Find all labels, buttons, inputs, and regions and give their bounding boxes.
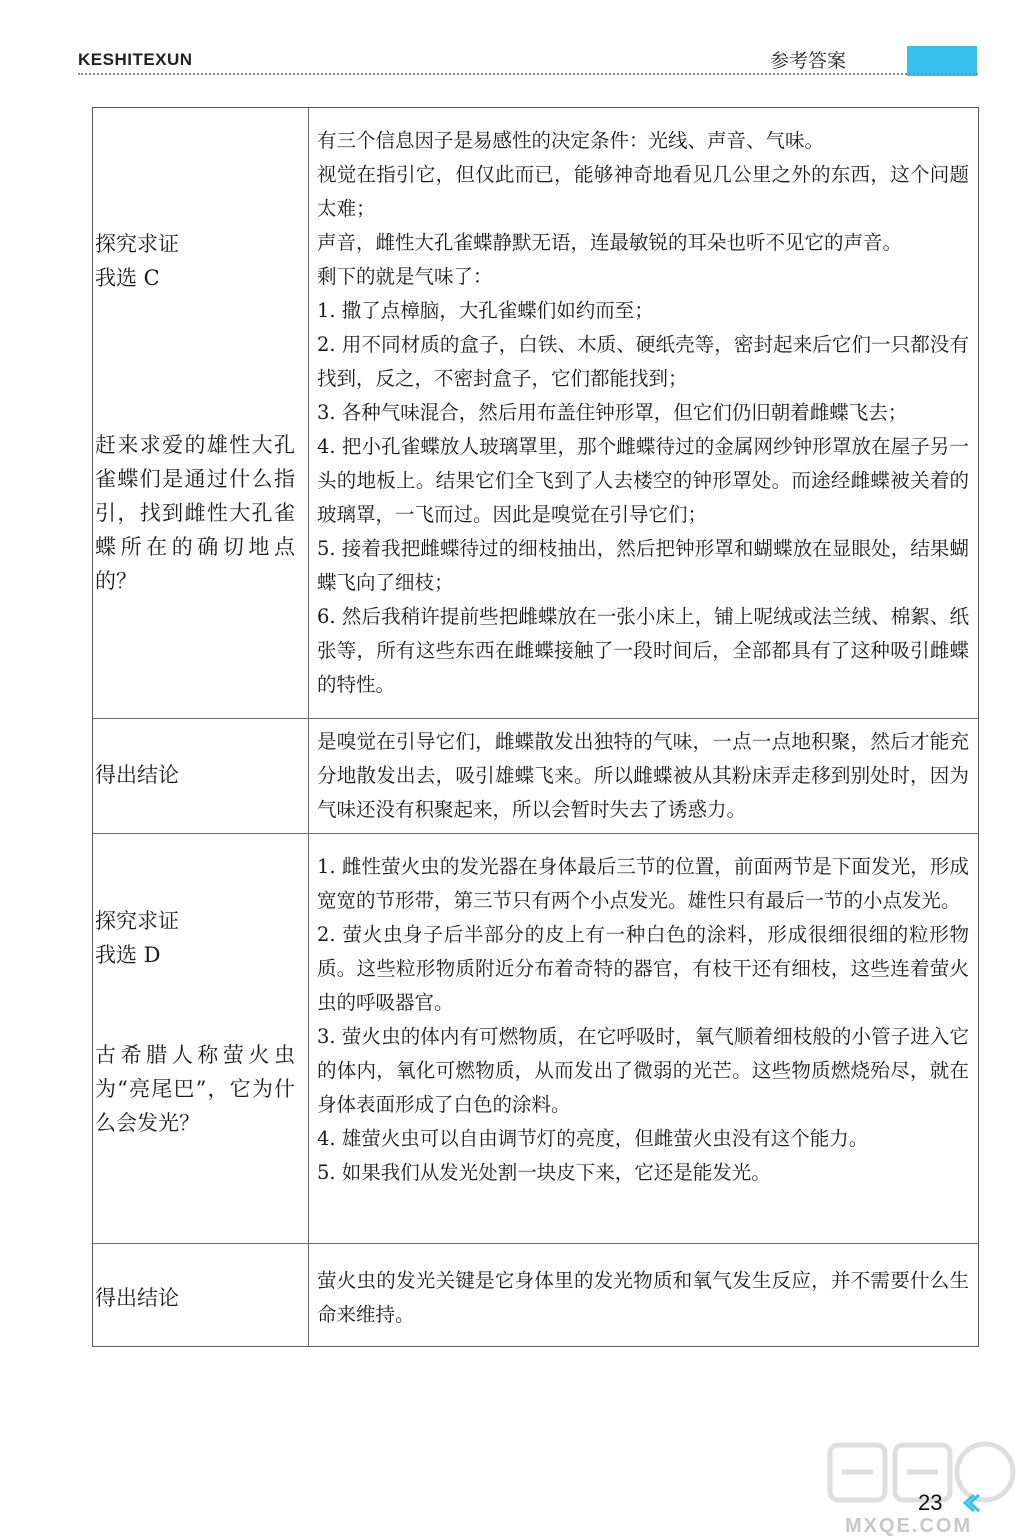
content-paragraph: 有三个信息因子是易感性的决定条件：光线、声音、气味。: [317, 129, 825, 152]
watermark-text: MXQE.COM: [845, 1515, 973, 1537]
content-paragraph: 视觉在指引它，但仅此而已，能够神奇地看见几公里之外的东西，这个问题太难；: [317, 163, 969, 220]
question-text: 古希腊人称萤火虫为“亮尾巴”，它为什么会发光？: [95, 1043, 295, 1135]
page-header: [0, 0, 1027, 80]
content-paragraph: 1. 撒了点樟脑，大孔雀蝶们如约而至；: [317, 299, 654, 322]
column-divider: [308, 719, 309, 834]
answer-section-label: 参考答案: [770, 50, 847, 72]
content-paragraph: 3. 萤火虫的体内有可燃物质，在它呼吸时，氧气顺着细枝般的小管子进入它的体内，氧化可燃物质，从而发出了微弱的光芒。这些物质燃烧殆尽，就在身体表面形成了白色的涂料。: [317, 1025, 969, 1116]
table-row-explore-d: [93, 833, 978, 1244]
header-dotted-rule: [78, 73, 978, 75]
content-paragraph: 5. 接着我把雌蝶待过的细枝抽出，然后把钟形罩和蝴蝶放在显眼处，结果蝴蝶飞向了细枝；: [317, 537, 969, 594]
table-row-explore-c: [93, 108, 978, 718]
question-text: 赶来求爱的雄性大孔雀蝶们是通过什么指引，找到雌性大孔雀蝶所在的确切地点的？: [95, 433, 295, 593]
row-label-line: 得出结论: [95, 763, 179, 787]
row-label-line: 得出结论: [95, 1286, 179, 1310]
row-label: [95, 1281, 295, 1315]
content-paragraph: 2. 用不同材质的盒子，白铁、木质、硬纸壳等，密封起来后它们一只都没有找到，反之，不密封盒子，它们都能找到；: [317, 333, 969, 390]
content-paragraph: 萤火虫的发光关键是它身体里的发光物质和氧气发生反应，并不需要什么生命来维持。: [317, 1269, 969, 1326]
column-divider: [308, 1244, 309, 1347]
header-accent-block: [907, 46, 977, 76]
content-paragraph: 4. 雄萤火虫可以自由调节灯的亮度，但雌萤火虫没有这个能力。: [317, 1127, 869, 1150]
column-divider: [308, 108, 309, 718]
table-row-conclusion-d: [93, 1243, 978, 1347]
row-content: [317, 850, 969, 1190]
row-content: [317, 1264, 969, 1332]
column-divider: [308, 834, 309, 1244]
row-content: [317, 725, 969, 827]
content-paragraph: 声音，雌性大孔雀蝶静默无语，连最敏锐的耳朵也听不见它的声音。: [317, 231, 903, 254]
row-content: [317, 124, 969, 702]
content-paragraph: 1. 雌性萤火虫的发光器在身体最后三节的位置，前面两节是下面发光，形成宽宽的节形带，第三节只有两个小点发光。雄性只有最后一节的小点发光。: [317, 855, 969, 912]
content-paragraph: 是嗅觉在引导它们，雌蝶散发出独特的气味，一点一点地积聚，然后才能充分地散发出去，吸引雄蝶飞来。所以雌蝶被从其粉床弄走移到别处时，因为气味还没有积聚起来，所以会暂时失去了诱惑力。: [317, 730, 969, 821]
content-paragraph: 2. 萤火虫身子后半部分的皮上有一种白色的涂料，形成很细很细的粒形物质。这些粒形物质附近分布着奇特的器官，有枝干还有细枝，这些连着萤火虫的呼吸器官。: [317, 923, 969, 1014]
row-label-line: 探究求证: [95, 909, 179, 933]
row-label-line: 我选 D: [95, 943, 161, 967]
row-label-line: 探究求证: [95, 232, 179, 256]
chevron-left-icon: [960, 1492, 980, 1514]
row-label: [95, 904, 295, 972]
page-number: 23: [918, 1490, 943, 1515]
row-label: [95, 758, 295, 792]
answer-table: [92, 107, 979, 1347]
brand-label: KESHITEXUN: [78, 50, 193, 69]
content-paragraph: 4. 把小孔雀蝶放人玻璃罩里，那个雌蝶待过的金属网纱钟形罩放在屋子另一头的地板上。结果它们全飞到了人去楼空的钟形罩处。而途经雌蝶被关着的玻璃罩，一飞而过。因此是嗅觉在引导它们；: [317, 435, 969, 526]
content-paragraph: 剩下的就是气味了：: [317, 265, 493, 288]
table-row-conclusion-c: [93, 718, 978, 834]
content-paragraph: 6. 然后我稍许提前些把雌蝶放在一张小床上，铺上呢绒或法兰绒、棉絮、纸张等，所有这些东西在雌蝶接触了一段时间后，全部都具有了这种吸引雌蝶的特性。: [317, 605, 969, 696]
row-label-line: 我选 C: [95, 266, 160, 290]
row-label: [95, 227, 295, 295]
content-paragraph: 5. 如果我们从发光处割一块皮下来，它还是能发光。: [317, 1161, 771, 1184]
content-paragraph: 3. 各种气味混合，然后用布盖住钟形罩，但它们仍旧朝着雌蝶飞去；: [317, 401, 908, 424]
